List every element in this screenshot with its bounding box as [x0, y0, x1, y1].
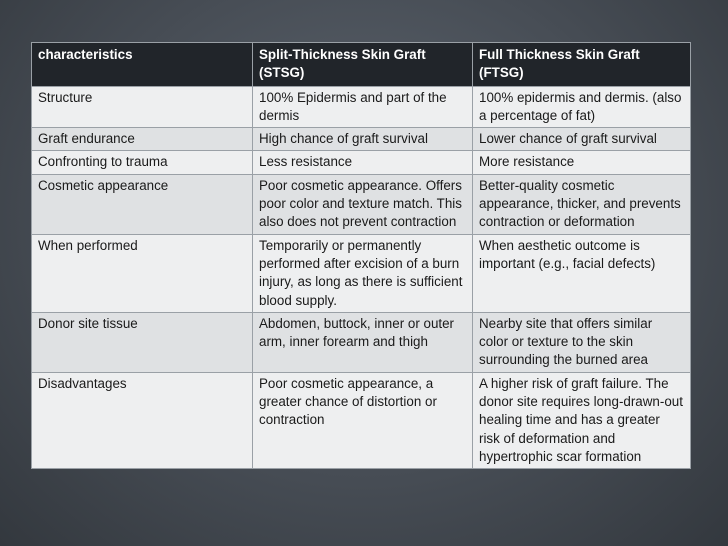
header-characteristics: characteristics — [32, 43, 253, 87]
ftsg-cell: Better-quality cosmetic appearance, thicker, and prevents contraction or deformation — [473, 174, 691, 234]
stsg-cell: 100% Epidermis and part of the dermis — [253, 86, 473, 128]
row-label: Confronting to trauma — [32, 151, 253, 174]
ftsg-cell: More resistance — [473, 151, 691, 174]
table-row-structure — [32, 86, 691, 128]
header-stsg: Split-Thickness Skin Graft (STSG) — [253, 43, 473, 87]
row-label: Disadvantages — [32, 372, 253, 468]
stsg-cell: Poor cosmetic appearance. Offers poor color and texture match. This also does not prevent contraction — [253, 174, 473, 234]
comparison-table — [31, 42, 691, 469]
row-label: Graft endurance — [32, 128, 253, 151]
stsg-cell: High chance of graft survival — [253, 128, 473, 151]
ftsg-cell: Nearby site that offers similar color or texture to the skin surrounding the burned area — [473, 312, 691, 372]
row-label: Structure — [32, 86, 253, 128]
table-row-when-performed — [32, 234, 691, 312]
table-header-row — [32, 43, 691, 87]
table-row-confronting-trauma — [32, 151, 691, 174]
table-row-disadvantages — [32, 372, 691, 468]
row-label: Donor site tissue — [32, 312, 253, 372]
stsg-cell: Poor cosmetic appearance, a greater chance of distortion or contraction — [253, 372, 473, 468]
table-row-cosmetic-appearance — [32, 174, 691, 234]
ftsg-cell: When aesthetic outcome is important (e.g., facial defects) — [473, 234, 691, 312]
table-row-donor-site — [32, 312, 691, 372]
row-label: When performed — [32, 234, 253, 312]
ftsg-cell: Lower chance of graft survival — [473, 128, 691, 151]
stsg-cell: Less resistance — [253, 151, 473, 174]
ftsg-cell: A higher risk of graft failure. The donor site requires long-drawn-out healing time and has a greater risk of deformation and hypertrophic scar formation — [473, 372, 691, 468]
table-row-graft-endurance — [32, 128, 691, 151]
stsg-cell: Abdomen, buttock, inner or outer arm, inner forearm and thigh — [253, 312, 473, 372]
ftsg-cell: 100% epidermis and dermis. (also a percentage of fat) — [473, 86, 691, 128]
stsg-cell: Temporarily or permanently performed after excision of a burn injury, as long as there is sufficient blood supply. — [253, 234, 473, 312]
row-label: Cosmetic appearance — [32, 174, 253, 234]
header-ftsg: Full Thickness Skin Graft (FTSG) — [473, 43, 691, 87]
